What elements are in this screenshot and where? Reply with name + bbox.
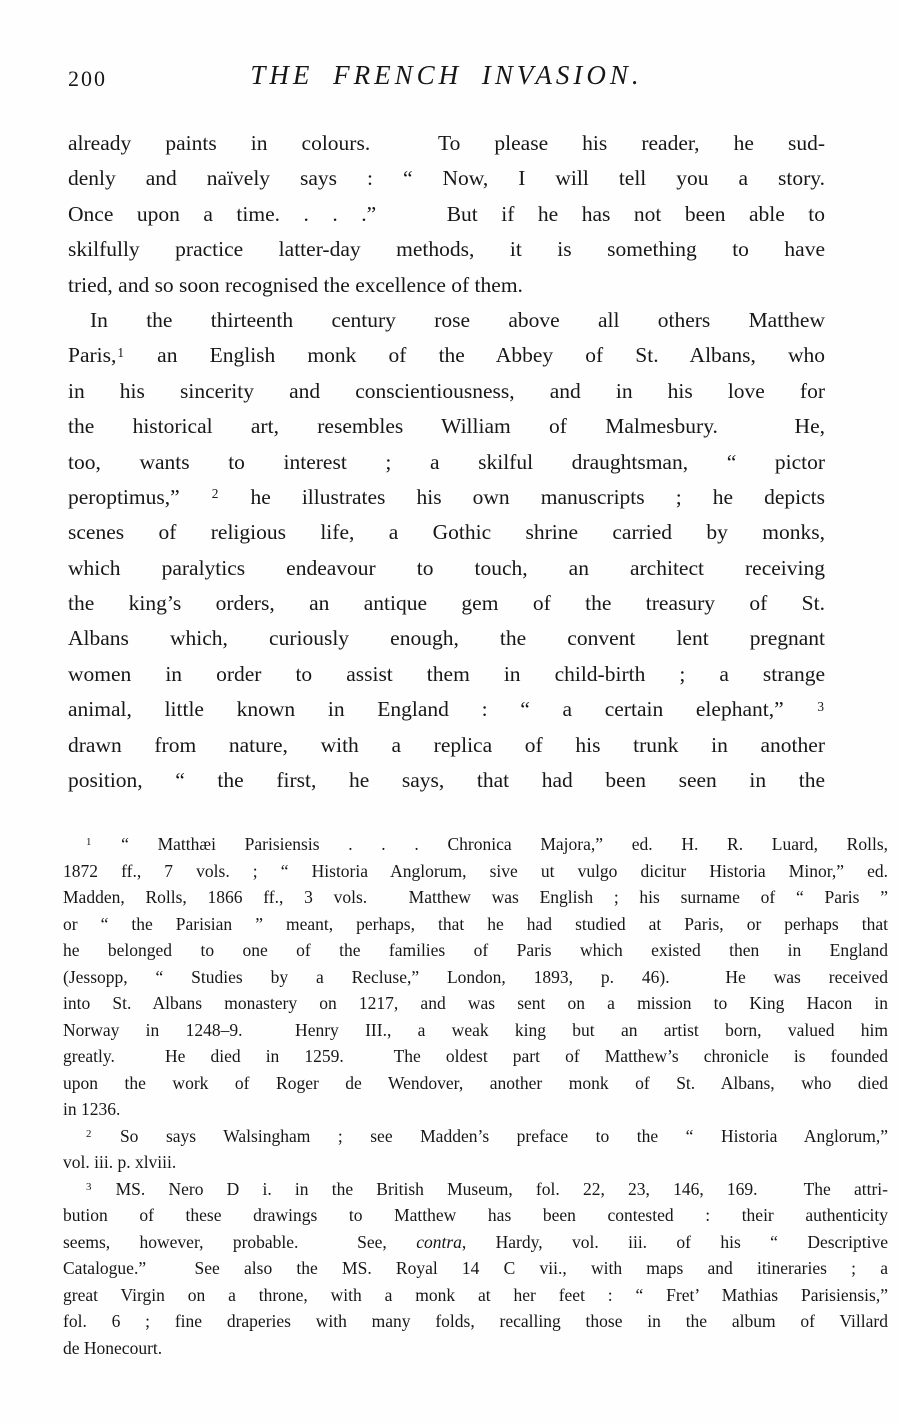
text-run: seems, however, probable. See, bbox=[63, 1231, 417, 1252]
text-line bbox=[68, 586, 825, 621]
text-line bbox=[68, 728, 825, 763]
text-run: into St. Albans monastery on 1217, and was sent on a mission to King Hacon in bbox=[63, 993, 888, 1013]
text-run: the king’s orders, an antique gem of the treasury of St. bbox=[68, 591, 825, 616]
text-run: tried, and so soon recognised the excellence of them. bbox=[68, 272, 523, 297]
text-run: , Hardy, vol. iii. of his “ Descriptive bbox=[461, 1231, 888, 1252]
text-run: which paralytics endeavour to touch, an architect receiving bbox=[68, 555, 825, 580]
text-run: drawn from nature, with a replica of his trunk in another bbox=[68, 732, 825, 757]
text-run: denly and naïvely says : “ Now, I will tell you a story. bbox=[68, 166, 825, 191]
text-run: So says Walsingham ; see Madden’s preface to the “ Historia Anglorum,” bbox=[92, 1125, 888, 1146]
text-line bbox=[63, 1176, 888, 1203]
text-line bbox=[63, 1017, 888, 1044]
running-title: THE FRENCH INVASION. bbox=[250, 60, 643, 90]
text-line bbox=[63, 911, 888, 938]
text-run: (Jessopp, “ Studies by a Recluse,” London, 1893, p. 46). He was received bbox=[63, 966, 888, 987]
text-run: great Virgin on a throne, with a monk at her feet : “ Fret’ Mathias Parisiensis,” bbox=[63, 1284, 888, 1305]
text-run: women in order to assist them in child-birth ; a strange bbox=[68, 661, 825, 686]
text-run: In the thirteenth century rose above all others Matthew bbox=[90, 307, 825, 332]
text-line bbox=[63, 1123, 888, 1150]
body-text bbox=[68, 126, 825, 798]
text-run: “ Matthæi Parisiensis . . . Chronica Majora,” ed. H. R. Luard, Rolls, bbox=[92, 834, 888, 854]
text-line bbox=[68, 338, 825, 373]
text-line bbox=[63, 831, 888, 858]
text-line bbox=[63, 1282, 888, 1309]
text-line bbox=[68, 374, 825, 409]
text-line bbox=[63, 990, 888, 1017]
text-line bbox=[63, 937, 888, 964]
footnote-marker: 1 bbox=[117, 344, 125, 360]
text-run: already paints in colours. To please his reader, he sud- bbox=[68, 131, 825, 155]
footnote-marker: 2 bbox=[211, 486, 219, 502]
text-run: vol. iii. p. xlviii. bbox=[63, 1152, 177, 1172]
text-run: Catalogue.” See also the MS. Royal 14 C vii., with maps and itineraries ; a bbox=[63, 1258, 888, 1278]
text-line bbox=[68, 621, 825, 656]
text-line bbox=[68, 515, 825, 550]
text-line bbox=[68, 232, 825, 267]
text-run: too, wants to interest ; a skilful draughtsman, “ pictor bbox=[68, 449, 825, 474]
text-run: in his sincerity and conscientiousness, and in his love for bbox=[68, 378, 825, 403]
text-run: MS. Nero D i. in the British Museum, fol. 22, 23, 146, 169. The attri- bbox=[92, 1178, 888, 1199]
text-run: peroptimus,” bbox=[68, 484, 211, 509]
text-line bbox=[63, 1229, 888, 1256]
page-header bbox=[68, 60, 825, 98]
text-line bbox=[68, 268, 825, 303]
text-line bbox=[63, 884, 888, 911]
text-line bbox=[68, 551, 825, 586]
page-number: 200 bbox=[68, 66, 107, 91]
text-line bbox=[68, 197, 825, 232]
text-run: he illustrates his own manuscripts ; he depicts bbox=[219, 484, 825, 509]
text-line bbox=[63, 1096, 888, 1123]
text-run: or “ the Parisian ” meant, perhaps, that he had studied at Paris, or perhaps that bbox=[63, 913, 888, 934]
text-run: fol. 6 ; fine draperies with many folds, recalling those in the album of Villard bbox=[63, 1311, 888, 1331]
text-line bbox=[63, 1149, 888, 1176]
text-line bbox=[68, 763, 825, 798]
text-line bbox=[63, 1202, 888, 1229]
text-run: Madden, Rolls, 1866 ff., 3 vols. Matthew was English ; his surname of “ Paris ” bbox=[63, 887, 888, 907]
text-line bbox=[63, 1070, 888, 1097]
text-run: he belonged to one of the families of Paris which existed then in England bbox=[63, 940, 888, 960]
footnote-marker: 3 bbox=[817, 698, 824, 714]
text-run: Norway in 1248–9. Henry III., a weak king but an artist born, valued him bbox=[63, 1019, 888, 1040]
text-line bbox=[68, 692, 825, 727]
text-run: Once upon a time. . . .” But if he has not been able to bbox=[68, 201, 825, 226]
text-line bbox=[68, 126, 825, 161]
text-run: greatly. He died in 1259. The oldest part of Matthew’s chronicle is founded bbox=[63, 1046, 888, 1066]
text-line bbox=[68, 480, 825, 515]
text-line bbox=[68, 161, 825, 196]
text-line bbox=[63, 858, 888, 885]
italic-run: contra bbox=[416, 1231, 462, 1252]
text-line bbox=[68, 445, 825, 480]
text-run: Albans which, curiously enough, the convent lent pregnant bbox=[68, 626, 825, 651]
text-run: upon the work of Roger de Wendover, another monk of St. Albans, who died bbox=[63, 1072, 888, 1093]
text-run: animal, little known in England : “ a certain elephant,” bbox=[68, 697, 817, 722]
footnote-marker: 1 bbox=[86, 836, 92, 849]
text-run: in 1236. bbox=[63, 1099, 121, 1119]
text-line bbox=[68, 657, 825, 692]
text-run: the historical art, resembles William of Malmesbury. He, bbox=[68, 414, 825, 439]
text-run: bution of these drawings to Matthew has been contested : their authenticity bbox=[63, 1205, 888, 1225]
text-line bbox=[68, 409, 825, 444]
text-line bbox=[63, 1043, 888, 1070]
text-run: 1872 ff., 7 vols. ; “ Historia Anglorum, sive ut vulgo dicitur Historia Minor,” ed. bbox=[63, 860, 888, 881]
footnote-marker: 3 bbox=[86, 1180, 92, 1193]
text-line bbox=[63, 1335, 888, 1362]
text-line bbox=[63, 1255, 888, 1282]
text-run: an English monk of the Abbey of St. Albans, who bbox=[125, 343, 825, 368]
text-run: skilfully practice latter-day methods, it is something to have bbox=[68, 237, 825, 262]
text-line bbox=[63, 1308, 888, 1335]
text-run: Paris, bbox=[68, 343, 117, 368]
text-line bbox=[68, 303, 825, 338]
text-line bbox=[63, 964, 888, 991]
text-run: position, “ the first, he says, that had been seen in the bbox=[68, 768, 825, 793]
footnotes bbox=[63, 831, 888, 1361]
text-run: scenes of religious life, a Gothic shrine carried by monks, bbox=[68, 520, 825, 545]
footnote-marker: 2 bbox=[86, 1127, 92, 1140]
text-run: de Honecourt. bbox=[63, 1337, 163, 1358]
